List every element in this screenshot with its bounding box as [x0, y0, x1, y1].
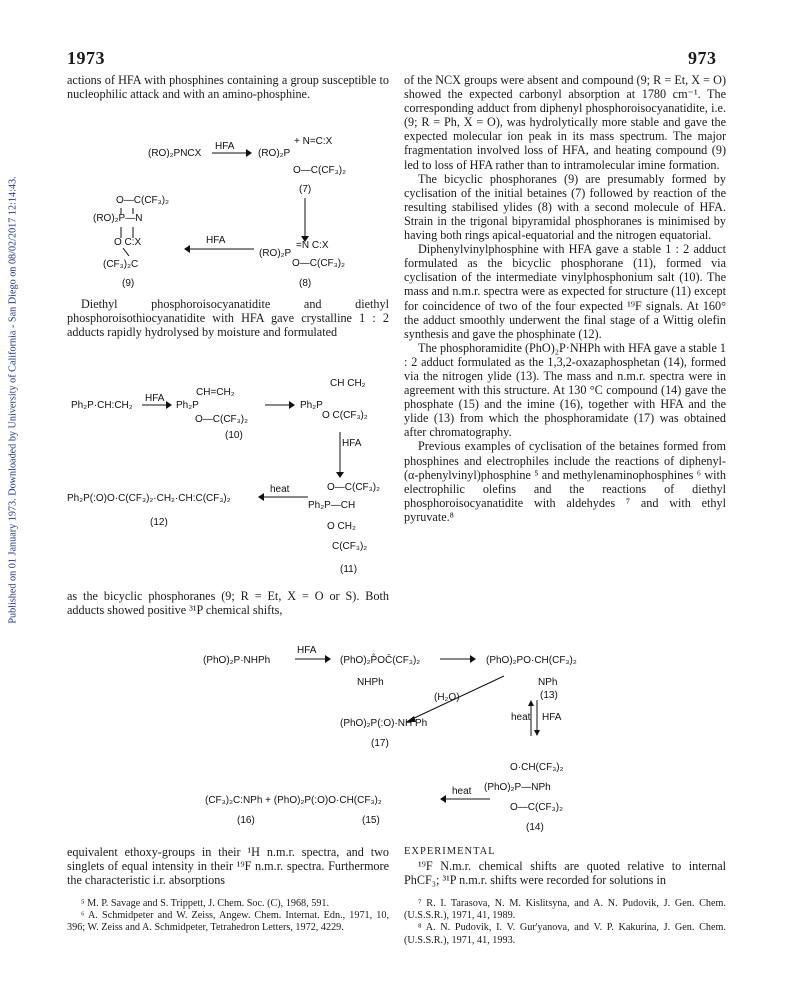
footnote: ⁷ R. I. Tarasova, N. M. Kislitsyna, and A. N. Pudovik, J. Gen. Chem. (U.S.S.R.), 1971, 41, 1989. [404, 898, 726, 922]
footnotes-left [67, 898, 389, 935]
arrow-label-hfa-down: HFA [342, 438, 362, 449]
paragraph: ¹⁹F N.m.r. chemical shifts are quoted relative to internal PhCF₃; ³¹P n.m.r. shifts were recorded for solutions in [404, 859, 726, 888]
structure-9-middle: (RO)₂P—N [93, 213, 143, 224]
paragraph: The bicyclic phosphoranes (9) are presumably formed by cyclisation of the initial betaines (7) followed by reaction of the resulting stabilised ylides (8) with a second molecule of HFA. Strain in the trigonal bipyramidal phosphoranes is minimised by having both rings apical-equatorial and the nitrogen equatorial. [404, 171, 726, 243]
structure-11-top: O—C(CF₃)₂ [327, 482, 380, 493]
reaction-arrow-left [440, 794, 490, 804]
equilibrium-arrows [528, 700, 540, 736]
structure-16-15: (CF₃)₂C:NPh + (PhO)₂P(:O)O·CH(CF₃)₂ [205, 795, 382, 806]
footnote: ⁵ M. P. Savage and S. Trippett, J. Chem. Soc. (C), 1968, 591. [81, 898, 330, 909]
compound-label-14: (14) [526, 822, 544, 833]
structure-reactant: (RO)₂PNCX [148, 148, 202, 159]
reaction-arrow-left [258, 492, 308, 502]
structure-12: Ph₂P(:O)O·C(CF₃)₂·CH₂·CH:C(CF₃)₂ [67, 493, 231, 504]
structure-8-ring-bottom: O—C(CF₃)₂ [292, 258, 345, 269]
structure-10-top: CH=CH₂ [196, 387, 235, 398]
structure-8-core: (RO)₂P [259, 248, 292, 259]
arrow-label-hfa: HFA [297, 645, 317, 656]
structure-ylide-bottom: NHPh [357, 677, 384, 688]
structure-7-ring-bottom: O—C(CF₃)₂ [293, 165, 346, 176]
compound-label-12: (12) [150, 517, 168, 528]
structure-14-top: O·CH(CF₃)₂ [510, 762, 564, 773]
reaction-arrow-down [300, 198, 310, 242]
paragraph: of the NCX groups were absent and compound (9; R = Et, X = O) showed the expected carbonyl absorption at 1780 cm⁻¹. The corresponding adduct from diphenyl phosphoroisocyanatidite, i.e. (9; R = Ph, X = O), was hydrolytically more stable and gave the expected molecular ion peak in its mass spectrum. The major fragmentation involved loss of HFA, and heating compound (9) led to loss of HFA rather than to intramolecular imine formation. [404, 73, 726, 172]
reaction-arrow [295, 654, 331, 664]
right-column [404, 73, 726, 524]
reaction-arrow [265, 400, 295, 410]
paragraph: equivalent ethoxy-groups in their ¹H n.m.r. spectra, and two singlets of equal intensity in their ¹⁹F n.m.r. spectra. Furthermore the characteristic i.r. absorptions [67, 845, 389, 888]
structure-9-bottom: (CF₃)₂C [103, 259, 139, 270]
paragraph: Diphenylvinylphosphine with HFA gave a stable 1 : 2 adduct formulated as the bicyclic phosphorane (11), formed via cyclisation of the intermediate vinylphosphonium salt (10). The mass and n.m.r. spectra were as expected for structure (11) except for coincidence of two of the four expected ¹⁹F signals. At 160° the adduct smoothly underwent the final stage of a Wittig olefin synthesis and gave the phosphinate (12). [404, 242, 726, 341]
arrow-label-hfa-vertical: HFA [542, 712, 562, 723]
reaction-arrow [212, 148, 252, 158]
page-number-right: 973 [688, 48, 717, 68]
paragraph: Diethyl phosphoroisocyanatidite and diethyl phosphoroisothiocyanatidite with HFA gave crystalline 1 : 2 adducts rapidly hydrolysed by moisture and formulated [67, 297, 389, 340]
structure-13-bottom: NPh [538, 677, 558, 688]
structure-ylide-top: (PhO)₂P̊OC̄(CF₃)₂ [340, 655, 421, 666]
left-column-para2 [67, 297, 389, 339]
compound-label-11: (11) [340, 564, 358, 575]
left-column-para3 [67, 589, 389, 617]
structure-vinyl-ylide-bottom: O C(CF₃)₂ [322, 410, 368, 421]
structure-11-ring: O CH₂ [327, 521, 356, 532]
download-notice [6, 140, 20, 660]
experimental-section [404, 845, 726, 887]
structure-11-middle: Ph₂P—CH [308, 500, 356, 511]
compound-label-16: (16) [237, 815, 255, 826]
structure-9-bonds [115, 200, 155, 260]
structure-8-ring-top: =N C:X [296, 240, 329, 251]
structure-7-ring-top: + N=C:X [294, 136, 333, 147]
compound-label-9: (9) [122, 278, 135, 289]
structure-14-bottom: O—C(CF₃)₂ [510, 802, 563, 813]
arrow-label-h2o: (H₂O) [434, 692, 460, 703]
paragraph: as the bicyclic phosphoranes (9; R = Et, X = O or S). Both adducts showed positive ³¹P chemical shifts, [67, 589, 389, 618]
structure-10-core: Ph₂P [176, 400, 199, 411]
arrow-label-heat: heat [270, 484, 290, 495]
arrow-label-hfa: HFA [145, 393, 165, 404]
compound-label-13: (13) [540, 690, 558, 701]
arrow-label-heat-2: heat [452, 786, 472, 797]
compound-label-15: (15) [362, 815, 380, 826]
reaction-arrow [440, 654, 476, 664]
footnote: ⁶ A. Schmidpeter and W. Zeiss, Angew. Chem. Internat. Edn., 1971, 10, 396; W. Zeiss and A. Schmidpeter, Tetrahedron Letters, 1972, 4229. [67, 910, 389, 934]
structure-9-ring: O C:X [114, 237, 142, 248]
structure-vinyl-ylide-core: Ph₂P [300, 400, 323, 411]
paragraph: The phosphoramidite (PhO)₂P·NHPh with HFA gave a stable 1 : 2 adduct formulated as the 1,3,2-oxazaphosphetan (14), formed via the nitrogen ylide (13). The mass and n.m.r. spectra were in agreement with this structure. At 130 °C compound (14) gave the phosphate (15) and the imine (16), together with HFA and the ylide (13) from which the phosphoramidate (17) was obtained after chromatography. [404, 340, 726, 440]
reaction-arrow [142, 400, 172, 410]
structure-17: (PhO)₂P(:O)·NH Ph [340, 718, 428, 729]
structure-reactant-vinyl: Ph₂P·CH:CH₂ [71, 400, 133, 411]
compound-label-7: (7) [299, 184, 312, 195]
compound-label-10: (10) [225, 430, 243, 441]
arrow-label-hfa-2: HFA [206, 235, 226, 246]
left-column-bottom [67, 845, 389, 887]
paragraph: actions of HFA with phosphines containing a group susceptible to nucleophilic attack and with an amino-phosphine. [67, 73, 389, 102]
structure-10-bottom: O—C(CF₃)₂ [195, 414, 248, 425]
left-column-intro [67, 73, 389, 101]
footnotes-right [404, 898, 726, 947]
compound-label-17: (17) [371, 738, 389, 749]
footnote: ⁸ A. N. Pudovik, I. V. Gur'yanova, and V. P. Kakurina, J. Gen. Chem. (U.S.S.R.), 1971, 41, 1993. [404, 922, 726, 946]
paragraph: Previous examples of cyclisation of the betaines formed from phosphines and electrophiles include the reactions of diphenyl-(α-phenylvinyl)phosphine ⁵ and methylenaminophosphines ⁶ with electrophilic olefins and the reactions of diethyl phosphoroisocyanatidite with aldehydes ⁷ and with ethyl pyruvate.⁸ [404, 439, 726, 524]
structure-11-bottom: C(CF₃)₂ [332, 541, 368, 552]
structure-9-top: O—C(CF₃)₂ [116, 195, 169, 206]
compound-label-8: (8) [299, 278, 312, 289]
structure-14-middle: (PhO)₂P—NPh [484, 782, 551, 793]
reaction-arrow-left [184, 244, 254, 254]
download-notice-text: Published on 01 January 1973. Downloaded by University of California - San Diego on 08/02/2017 12:14:43. [7, 176, 19, 624]
structure-13-top: (PhO)₂PO·CH(CF₃)₂ [486, 655, 577, 666]
structure-vinyl-ylide-top: CH CH₂ [330, 378, 366, 389]
structure-reactant-phosphoramide: (PhO)₂P·NHPh [203, 655, 271, 666]
section-heading: EXPERIMENTAL [404, 846, 496, 857]
arrow-label-hfa: HFA [215, 141, 235, 152]
arrow-label-heat: heat [511, 712, 531, 723]
structure-7-core: (RO)₂P [258, 148, 291, 159]
page-number-left: 1973 [67, 48, 105, 68]
